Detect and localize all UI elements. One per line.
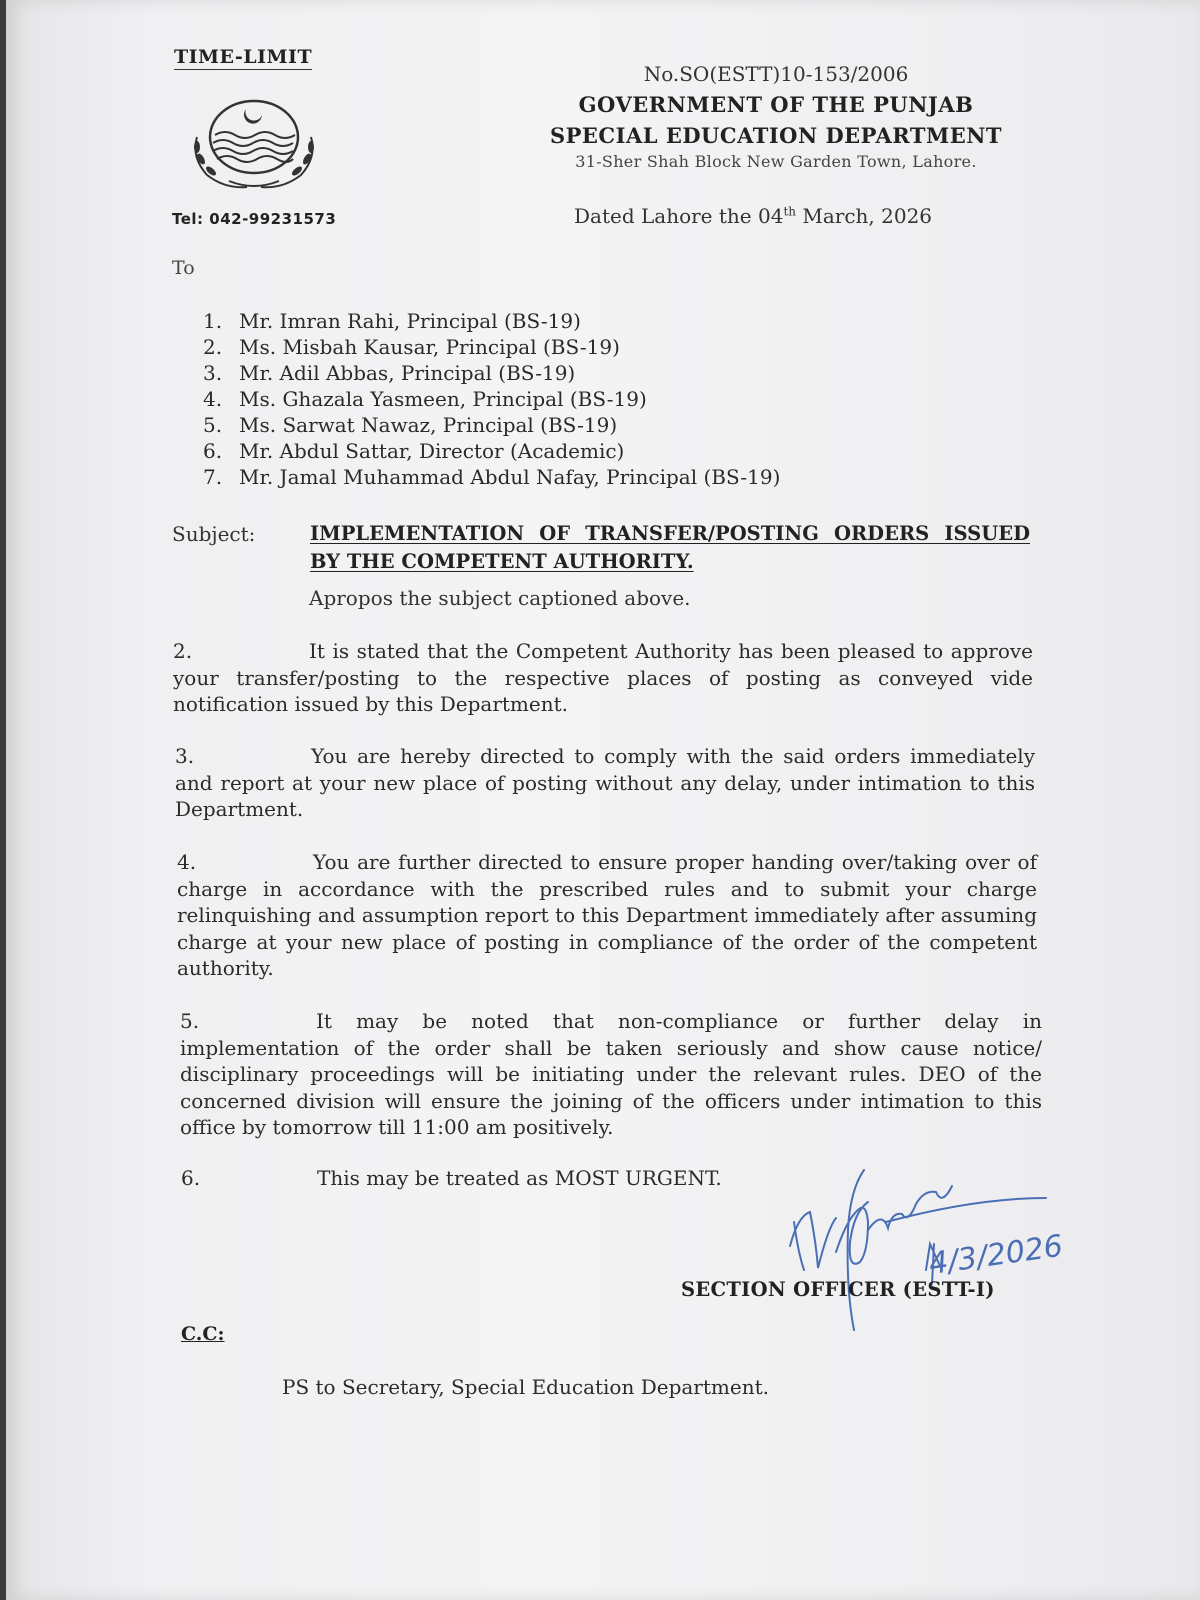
government-name: GOVERNMENT OF THE PUNJAB [578,92,974,117]
list-item: 4. Ms. Ghazala Yasmeen, Principal (BS-19) [203,387,647,411]
letter-date: Dated Lahore the 04th March, 2026 [574,204,933,228]
reference-number: No.SO(ESTT)10-153/2006 [643,62,909,86]
signature-icon [776,1160,1136,1340]
telephone-number: Tel: 042-99231573 [172,210,337,228]
list-item: 2. Ms. Misbah Kausar, Principal (BS-19) [203,335,620,359]
signature-date: 4/3/2026 [926,1228,1066,1283]
subject-text: IMPLEMENTATION OF TRANSFER/POSTING ORDERS ISSUED BY THE COMPETENT AUTHORITY. [310,522,1030,573]
paragraph-3: 3. You are hereby directed to comply with the said orders immediately and report at your new place of posting without any delay, under intimation to this Department. [175,744,1035,821]
opening-line: Apropos the subject captioned above. [309,586,691,610]
recipient-list [203,308,780,490]
paragraph-4: 4. You are further directed to ensure proper handing over/taking over of charge in accordance with the prescribed rules and to submit your charge relinquishing and assumption report to this Department immediately after assuming charge at your new place of posting in compliance of the order of the competent authority. [177,850,1037,980]
list-item: 7. Mr. Jamal Muhammad Abdul Nafay, Principal (BS-19) [203,465,781,489]
department-address: 31-Sher Shah Block New Garden Town, Lahore. [575,152,977,171]
signatory-title: SECTION OFFICER (ESTT-I) [681,1278,995,1301]
cc-label: C.C: [181,1323,225,1345]
list-item: 3. Mr. Adil Abbas, Principal (BS-19) [203,361,576,385]
list-item: 5. Ms. Sarwat Nawaz, Principal (BS-19) [203,413,618,437]
subject-label: Subject: [172,522,256,546]
paragraph-6: 6. This may be treated as MOST URGENT. [181,1166,722,1190]
punjab-emblem-icon [189,97,319,192]
letter-page [6,0,1200,1600]
time-limit-label: TIME-LIMIT [174,46,313,68]
paragraph-2: 2. It is stated that the Competent Authority has been pleased to approve your transfer/posting to the respective places of posting as conveyed vide notification issued by this Department. [173,639,1033,716]
cc-recipient: PS to Secretary, Special Education Department. [282,1375,769,1399]
letterhead [536,62,1016,171]
list-item: 1. Mr. Imran Rahi, Principal (BS-19) [203,309,581,333]
list-item: 6. Mr. Abdul Sattar, Director (Academic) [203,439,625,463]
department-name: SPECIAL EDUCATION DEPARTMENT [549,123,1003,148]
to-label: To [172,257,195,279]
paragraph-5: 5. It may be noted that non-compliance or further delay in implementation of the order shall be taken seriously and show cause notice/ disciplinary proceedings will be initiating under the relevant rules. DEO of the concerned division will ensure the joining of the officers under intimation to this office by tomorrow till 11:00 am positively. [180,1009,1042,1139]
